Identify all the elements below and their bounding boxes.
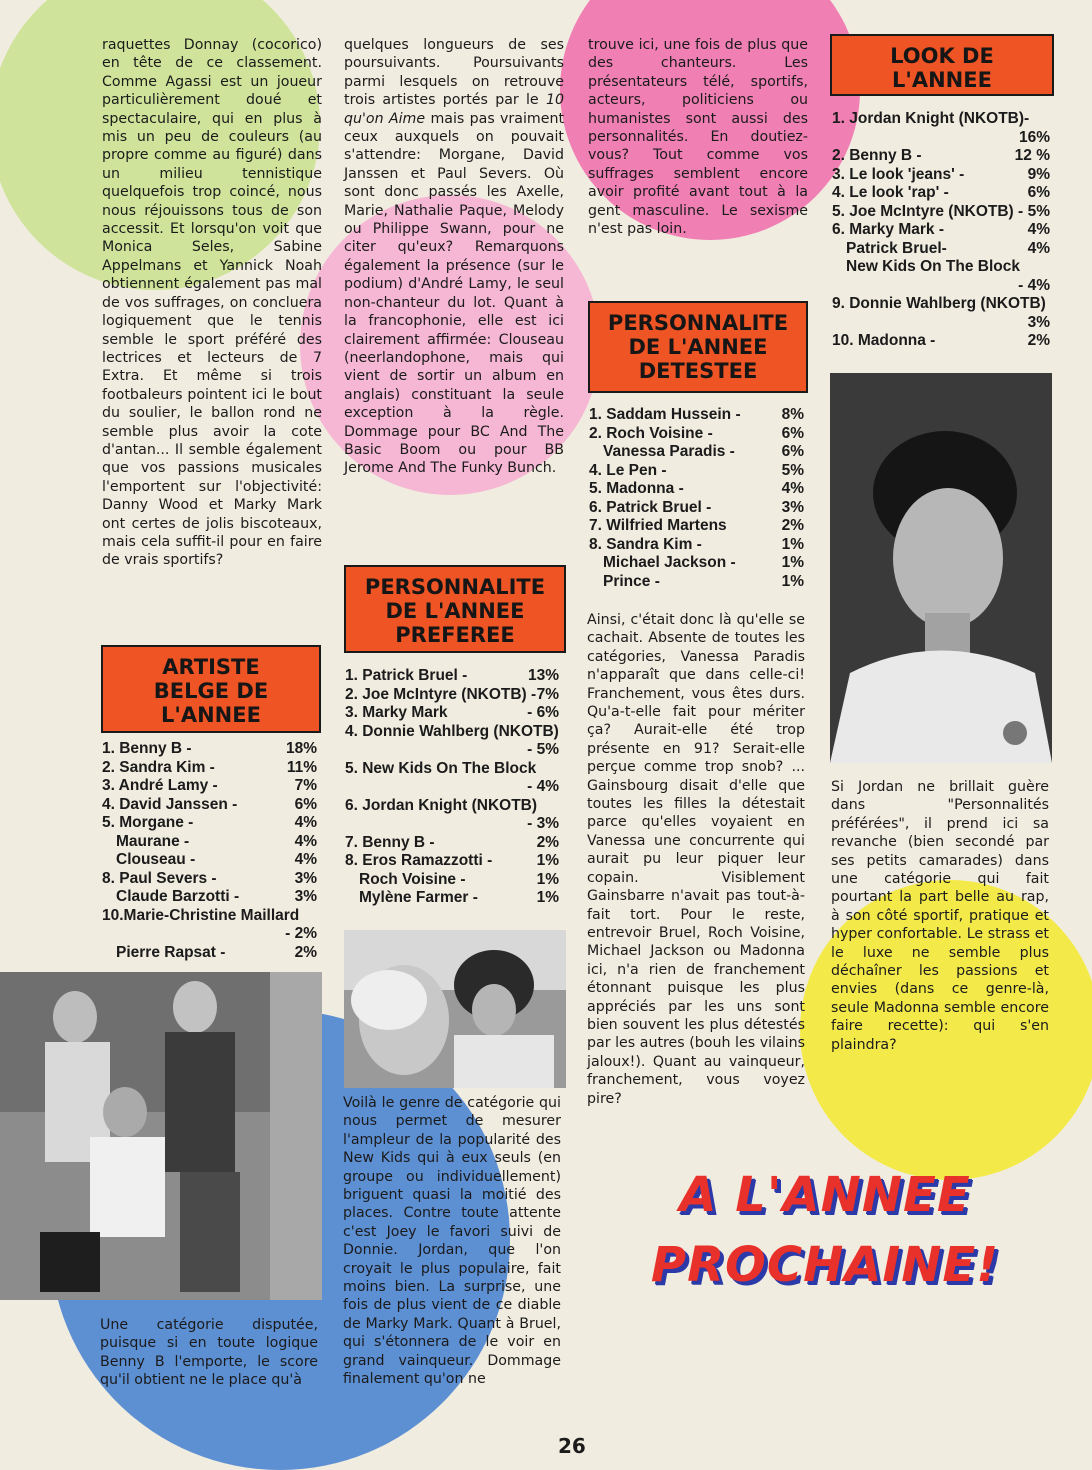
ranking-name: 1. Patrick Bruel -	[345, 667, 468, 684]
ranking-row	[345, 889, 559, 908]
ranking-name: 2. Sandra Kim -	[102, 758, 215, 776]
ranking-value: 1%	[781, 535, 804, 553]
ranking-value: 3%	[1027, 313, 1050, 331]
intro-paragraph-1: raquettes Donnay (cocorico) en tête de ce classement. Comme Agassi est un joueur particulièrement doué et spectaculaire, qui en plus à mis un peu de couleurs (au propre comme au figuré) dans un milieu tennistique quelquefois trop coincé, nous nous réjouissons tous de son accessit. Et lorsqu'on voit que Monica Seles, Sabine Appelmans et Yannick Noah obtiennent également pas mal de vos suffrages, on concluera logiquement que le tennis semble le sport préféré des lectrices et lecteurs de 7 Extra. Et même si trois footbaleurs pointent ici le bout du soulier, le ballon rond ne semble plus avoir la cote d'antan... Il semble également que vos passions musicales l'emportent sur l'objectivité: Danny Wood et Marky Mark ont certes de jolis biscoteaux, mais cela suffit-il pour en faire de vrais sportifs?	[102, 37, 322, 569]
ranking-row	[345, 686, 559, 705]
ranking-row	[102, 833, 317, 852]
ranking-name: 3. Le look 'jeans' -	[832, 165, 965, 183]
ranking-row	[102, 851, 317, 870]
ranking-value: 6%	[294, 795, 317, 813]
ranking-value: 13%	[527, 667, 559, 684]
ranking-row	[589, 499, 804, 518]
ranking-name: 10.Marie-Christine Maillard	[102, 906, 300, 924]
intro-text-column-3	[588, 36, 808, 238]
ranking-name: Maurane -	[116, 832, 190, 850]
ranking-value: 2%	[781, 517, 804, 534]
ranking-row	[102, 814, 317, 833]
ranking-name: Patrick Bruel-	[846, 239, 947, 257]
ranking-value: 3%	[294, 888, 317, 905]
ranking-value: 4%	[1027, 239, 1050, 257]
ranking-value: - 4%	[1018, 276, 1050, 294]
photo-jordan-knight	[830, 373, 1052, 763]
ranking-name: 7. Wilfried Martens	[589, 517, 727, 534]
ranking-row	[345, 852, 559, 871]
ranking-name: 1. Benny B -	[102, 740, 192, 757]
ranking-name: 5. New Kids On The Block	[345, 759, 537, 777]
ranking-name: 5. Madonna -	[589, 480, 684, 497]
ranking-row	[589, 554, 804, 573]
ranking-value: 1%	[781, 554, 804, 571]
ranking-value: 4%	[294, 832, 317, 850]
ranking-row	[589, 517, 804, 536]
headline-line-2: PROCHAINE!	[650, 1237, 1000, 1293]
ranking-row	[589, 480, 804, 499]
ranking-row	[832, 147, 1050, 166]
ranking-row	[589, 573, 804, 592]
ranking-value: 9%	[1027, 165, 1050, 183]
ranking-name: Vanessa Paradis -	[603, 443, 735, 460]
ranking-row	[345, 871, 559, 890]
ranking-name: 10. Madonna -	[832, 332, 936, 349]
ranking-value: 4%	[294, 814, 317, 831]
ranking-row	[832, 203, 1050, 222]
ranking-value: 1%	[781, 572, 804, 590]
ranking-row	[345, 797, 559, 816]
ranking-name: 4. Donnie Wahlberg (NKOTB)	[345, 722, 559, 740]
ranking-value: 11%	[286, 758, 317, 776]
ranking-row	[832, 166, 1050, 185]
ranking-row	[102, 888, 317, 907]
detestee-list	[589, 406, 804, 591]
ranking-value: - 5%	[527, 741, 559, 758]
ranking-value: 5%	[781, 461, 804, 479]
ranking-row	[832, 258, 1050, 277]
ranking-value: 1%	[536, 870, 559, 888]
ranking-value: 4%	[294, 851, 317, 868]
artiste-belge-title-box: ARTISTE BELGE DE L'ANNEE	[101, 645, 321, 733]
ranking-name: 4. David Janssen -	[102, 795, 238, 813]
ranking-name: 8. Eros Ramazzotti -	[345, 852, 493, 869]
ranking-row	[102, 759, 317, 778]
ranking-name: 2. Benny B -	[832, 147, 922, 164]
ranking-name: Clouseau -	[116, 851, 196, 868]
ranking-value: 2%	[536, 833, 559, 851]
detestee-caption: Ainsi, c'était donc là qu'elle se cachait. Absente de toutes les catégories, Vanessa Paradis n'apparaît que dans celle-ci! Franchement, vous êtes durs. Qu'a-t-elle fait pour mériter ça? Aurait-elle été trop présente en 91? Serait-elle perçue comme trop snob? ... Gainsbourg disait d'elle que toutes les filles la détestait parce qu'elles voyaient en Vanessa une concurrente qui aurait pu leur piquer leur copain. Visiblement Gainsbarre n'avait pas tout-à-fait tort. Pour le reste, entrevoir Bruel, Roch Voisine, Michael Jackson ou Madonna ici, n'a rien de franchement étonnant puisque les plus appréciés par les uns sont bien souvent les plus détestés par les autres (bouh les vilains jaloux!). Quant au vainqueur, franchement, vous voyez pire?	[587, 612, 805, 1107]
ranking-name: 2. Joe McIntyre (NKOTB) -	[345, 685, 537, 703]
ranking-name: 2. Roch Voisine -	[589, 424, 713, 442]
preferee-list	[345, 667, 559, 908]
ranking-name: 8. Paul Severs -	[102, 869, 217, 887]
ranking-value: 4%	[781, 480, 804, 497]
ranking-name: 7. Benny B -	[345, 833, 435, 851]
intro-paragraph-3: trouve ici, une fois de plus que des chanteurs. Les présentateurs télé, sportifs, acteurs, politiciens ou humanistes sont aussi des personnalités. En doutiez-vous? Tout comme vos suffrages semblent encore avoir profité avant tout à la gent masculine. Le sexisme n'est pas loin.	[588, 37, 808, 238]
intro-text-column-1	[102, 36, 322, 570]
ranking-row	[345, 723, 559, 742]
ranking-name: 4. Le look 'rap' -	[832, 184, 949, 201]
ranking-row	[589, 536, 804, 555]
ranking-name: 6. Patrick Bruel -	[589, 498, 712, 516]
page-number: 26	[558, 1434, 586, 1458]
ranking-value: 7%	[536, 685, 559, 703]
ranking-row	[589, 443, 804, 462]
ranking-name: Roch Voisine -	[359, 870, 466, 888]
ranking-row	[102, 907, 317, 926]
ranking-value: 12 %	[1014, 147, 1050, 164]
artiste-belge-caption: Une catégorie disputée, puisque si en toute logique Benny B l'emporte, le score qu'il obtient ne le place qu'à	[100, 1317, 318, 1389]
ranking-value: 1%	[536, 889, 559, 906]
ranking-value: 2%	[294, 943, 317, 961]
ranking-name: New Kids On The Block	[846, 258, 1020, 275]
ranking-row	[345, 778, 559, 797]
ranking-value: 18%	[285, 740, 317, 757]
ranking-row	[345, 834, 559, 853]
ranking-name: 3. André Lamy -	[102, 777, 218, 794]
intro-paragraph-2: quelques longueurs de ses poursuivants. Poursuivants parmi lesquels on retrouve trois artistes portés par le 10 qu'on Aime mais pas vraiment ceux auxquels on pouvait s'attendre: Morgane, David Janssen et Paul Severs. Où sont donc passés les Axelle, Marie, Nathalie Paque, Melody ou Philippe Swann, pour ne citer qu'eux? Remarquons également la présence (sur le podium) d'André Lamy, le seul non-chanteur du lot. Quant à la francophonie, elle est ici clairement affirmée: Clouseau (neerlandophone, mais qui vient de sortir un album en anglais) constituant la seule exception à la règle. Dommage pour BC And The Basic Boom ou pour BB Jerome And The Funky Bunch.	[344, 37, 565, 477]
ranking-value: - 6%	[527, 704, 559, 721]
ranking-row	[832, 277, 1050, 296]
ranking-name: 1. Saddam Hussein -	[589, 406, 741, 423]
ranking-value: 6%	[1027, 184, 1050, 201]
ranking-value: 16%	[1018, 128, 1050, 146]
ranking-value: 4%	[1027, 221, 1050, 238]
ranking-row	[102, 777, 317, 796]
ranking-value: 6%	[781, 424, 804, 442]
ranking-value: - 4%	[527, 778, 559, 795]
ranking-row	[832, 332, 1050, 351]
photo-couple	[344, 930, 566, 1088]
intro-text-column-2	[344, 36, 564, 478]
ranking-name: 3. Marky Mark	[345, 704, 448, 721]
ranking-row	[345, 704, 559, 723]
ranking-name: 6. Marky Mark -	[832, 221, 944, 238]
ranking-row	[832, 314, 1050, 333]
ranking-value: 5%	[1027, 202, 1050, 220]
ranking-name: 8. Sandra Kim -	[589, 535, 702, 553]
ranking-row	[832, 240, 1050, 259]
ranking-name: 6. Jordan Knight (NKOTB)	[345, 796, 538, 814]
ranking-name: Prince -	[603, 572, 660, 590]
ranking-row	[102, 796, 317, 815]
ranking-row	[102, 925, 317, 944]
look-list	[832, 110, 1050, 351]
ranking-row	[832, 221, 1050, 240]
photo-benny-b-group	[0, 972, 322, 1300]
ranking-value: - 3%	[527, 815, 559, 832]
headline	[575, 1160, 1075, 1300]
ranking-row	[102, 870, 317, 889]
look-caption: Si Jordan ne brillait guère dans "Personnalités préférées", il prend ici sa revanche (bien secondé par ses petits camarades) dans une catégorie qui fait pourtant la part belle au rap, à son côté sportif, pratique et hyper confortable. Le strass et le luxe ne semble plus déchaîner les passions et envies (dans ce genre-là, seule Madonna semble encore faire recette): qui s'en plaindra?	[831, 779, 1049, 1053]
ranking-name: 1. Jordan Knight (NKOTB)-	[832, 110, 1030, 127]
ranking-row	[832, 295, 1050, 314]
ranking-row	[102, 944, 317, 963]
ranking-row	[832, 110, 1050, 129]
ranking-name: 4. Le Pen -	[589, 461, 667, 479]
headline-line-1: A L'ANNEE	[679, 1167, 971, 1223]
ranking-value: 1%	[536, 852, 559, 869]
ranking-row	[832, 129, 1050, 148]
look-title-box: LOOK DE L'ANNEE	[830, 34, 1054, 96]
ranking-name: Michael Jackson -	[603, 554, 736, 571]
ranking-name: Claude Barzotti -	[116, 888, 240, 905]
ranking-row	[589, 462, 804, 481]
ranking-row	[102, 740, 317, 759]
ranking-name: Pierre Rapsat -	[116, 943, 226, 961]
artiste-belge-list	[102, 740, 317, 962]
ranking-value: 6%	[781, 443, 804, 460]
ranking-row	[345, 760, 559, 779]
ranking-value: 2%	[1027, 332, 1050, 349]
preferee-title-box: PERSONNALITE DE L'ANNEE PREFEREE	[344, 565, 566, 653]
ranking-row	[345, 815, 559, 834]
ranking-row	[345, 667, 559, 686]
ranking-value: 8%	[781, 406, 804, 423]
ranking-name: 5. Joe McIntyre (NKOTB) -	[832, 202, 1024, 220]
ranking-row	[345, 741, 559, 760]
ranking-name: 5. Morgane -	[102, 814, 194, 831]
ranking-row	[589, 425, 804, 444]
preferee-caption: Voilà le genre de catégorie qui nous permet de mesurer l'ampleur de la popularité des New Kids qui à eux seuls (en groupe ou individuellement) briguent quasi la moitié des places. Contre toute attente c'est Joey le favori suivi de Donnie. Jordan, que l'on croyait le plus populaire, fait moins bien. La surprise, une fois de plus vient de ce diable de Marky Mark. Quant à Bruel, qui s'étonnera de le voir en grand vainqueur. Dommage finalement qu'on ne	[343, 1095, 561, 1388]
ranking-name: Mylène Farmer -	[359, 889, 478, 906]
ranking-value: 3%	[781, 498, 804, 516]
ranking-row	[832, 184, 1050, 203]
ranking-value: - 2%	[285, 925, 317, 942]
ranking-value: 7%	[294, 777, 317, 794]
ranking-row	[589, 406, 804, 425]
ranking-value: 3%	[294, 869, 317, 887]
ranking-name: 9. Donnie Wahlberg (NKOTB)	[832, 295, 1046, 312]
detestee-title-box: PERSONNALITE DE L'ANNEE DETESTEE	[588, 301, 808, 393]
